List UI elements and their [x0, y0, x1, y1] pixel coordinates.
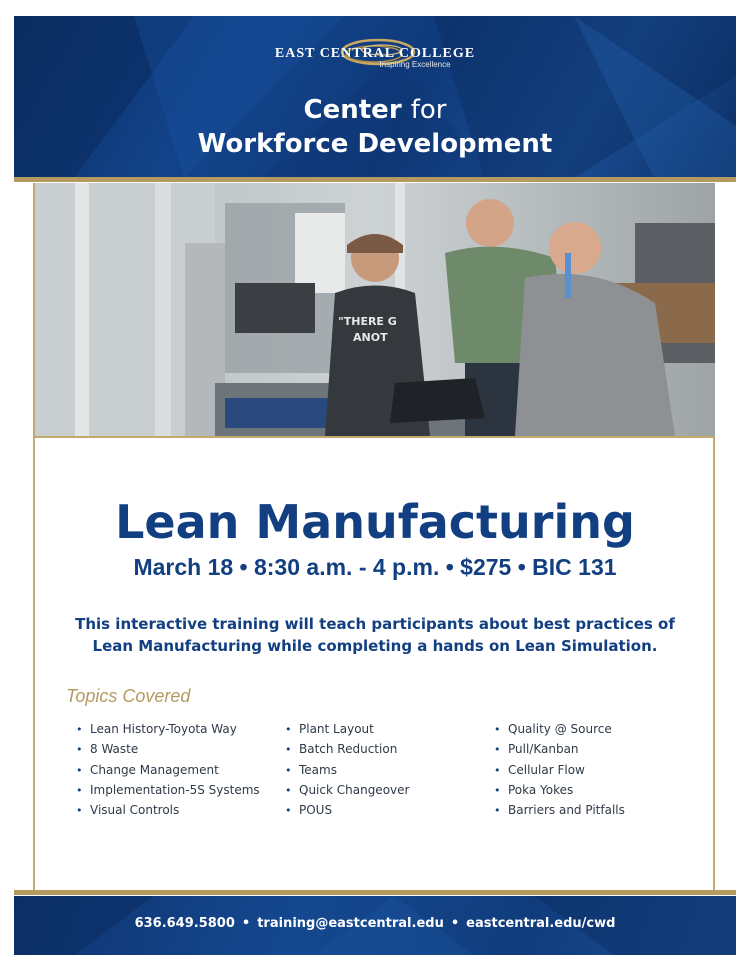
list-item: • Pull/Kanban — [494, 742, 579, 757]
list-item: • Implementation-5S Systems — [76, 782, 260, 797]
list-item: • Poka Yokes — [494, 782, 574, 797]
list-item: • Visual Controls — [76, 803, 180, 818]
bullet-icon: • — [76, 743, 83, 757]
footer-email-link[interactable]: training@eastcentral.edu — [257, 916, 444, 931]
bullet-icon: • — [285, 743, 292, 757]
hero-photo-illustration — [35, 183, 715, 436]
header-gold-rule — [14, 177, 736, 182]
list-item: • Quick Changeover — [285, 782, 410, 797]
list-item: • Plant Layout — [285, 722, 374, 736]
shirt-print-line-2: ANOT — [353, 331, 388, 344]
list-item: • Teams — [285, 762, 337, 777]
title-center-word: Center — [303, 95, 402, 125]
bullet-icon: • — [285, 723, 292, 736]
bullet-icon: • — [285, 783, 292, 797]
college-name: EAST CENTRAL COLLEGE — [274, 46, 476, 61]
title-workforce-development: Workforce Development — [197, 129, 553, 159]
footer-phone[interactable]: 636.649.5800 — [134, 916, 235, 931]
topics-column-2 — [285, 722, 409, 823]
footer-gold-rule — [14, 890, 736, 895]
bullet-icon: • — [285, 763, 292, 777]
photo-gold-rule — [35, 436, 715, 438]
event-title: Lean Manufacturing — [115, 495, 635, 549]
bullet-icon: • — [494, 804, 501, 818]
college-tagline: Inspiring Excellence — [379, 60, 451, 69]
list-item: • Lean History-Toyota Way — [76, 722, 237, 736]
topics-column-1 — [76, 722, 260, 823]
title-for-word: for — [410, 95, 447, 125]
bullet-icon: • — [494, 743, 501, 757]
list-item: • POUS — [285, 803, 333, 818]
event-description — [60, 613, 690, 657]
shirt-print-line-1: "THERE G — [338, 315, 397, 328]
list-item: • Batch Reduction — [285, 742, 398, 757]
footer-banner — [14, 896, 736, 955]
hero-photo — [35, 183, 715, 436]
header-banner — [14, 16, 736, 178]
bullet-icon: • — [76, 763, 83, 777]
event-meta: March 18 • 8:30 a.m. - 4 p.m. • $275 • BIC 131 — [133, 554, 617, 580]
list-item: • Cellular Flow — [494, 762, 585, 777]
list-item: • 8 Waste — [76, 742, 139, 757]
list-item: • Barriers and Pitfalls — [494, 803, 625, 818]
event-description-line-2: Lean Manufacturing while completing a hands on Lean Simulation. — [92, 637, 658, 655]
bullet-icon: • — [76, 804, 83, 818]
bullet-icon: • — [494, 723, 501, 736]
list-item: • Quality @ Source — [494, 722, 612, 736]
footer-contact — [14, 916, 736, 931]
bullet-icon: • — [76, 783, 83, 797]
footer-website-link[interactable]: eastcentral.edu/cwd — [466, 916, 616, 931]
bullet-icon: • — [285, 804, 292, 818]
event-description-line-1: This interactive training will teach participants about best practices of — [75, 615, 675, 633]
bullet-icon: • — [494, 763, 501, 777]
topics-heading: Topics Covered — [66, 686, 191, 706]
bullet-icon: • — [76, 723, 83, 736]
college-logo — [14, 46, 736, 69]
page-title — [14, 93, 736, 161]
topics-column-3 — [494, 722, 625, 823]
footer-separator: • — [450, 916, 460, 931]
footer-separator: • — [241, 916, 251, 931]
list-item: • Change Management — [76, 762, 219, 777]
bullet-icon: • — [494, 783, 501, 797]
